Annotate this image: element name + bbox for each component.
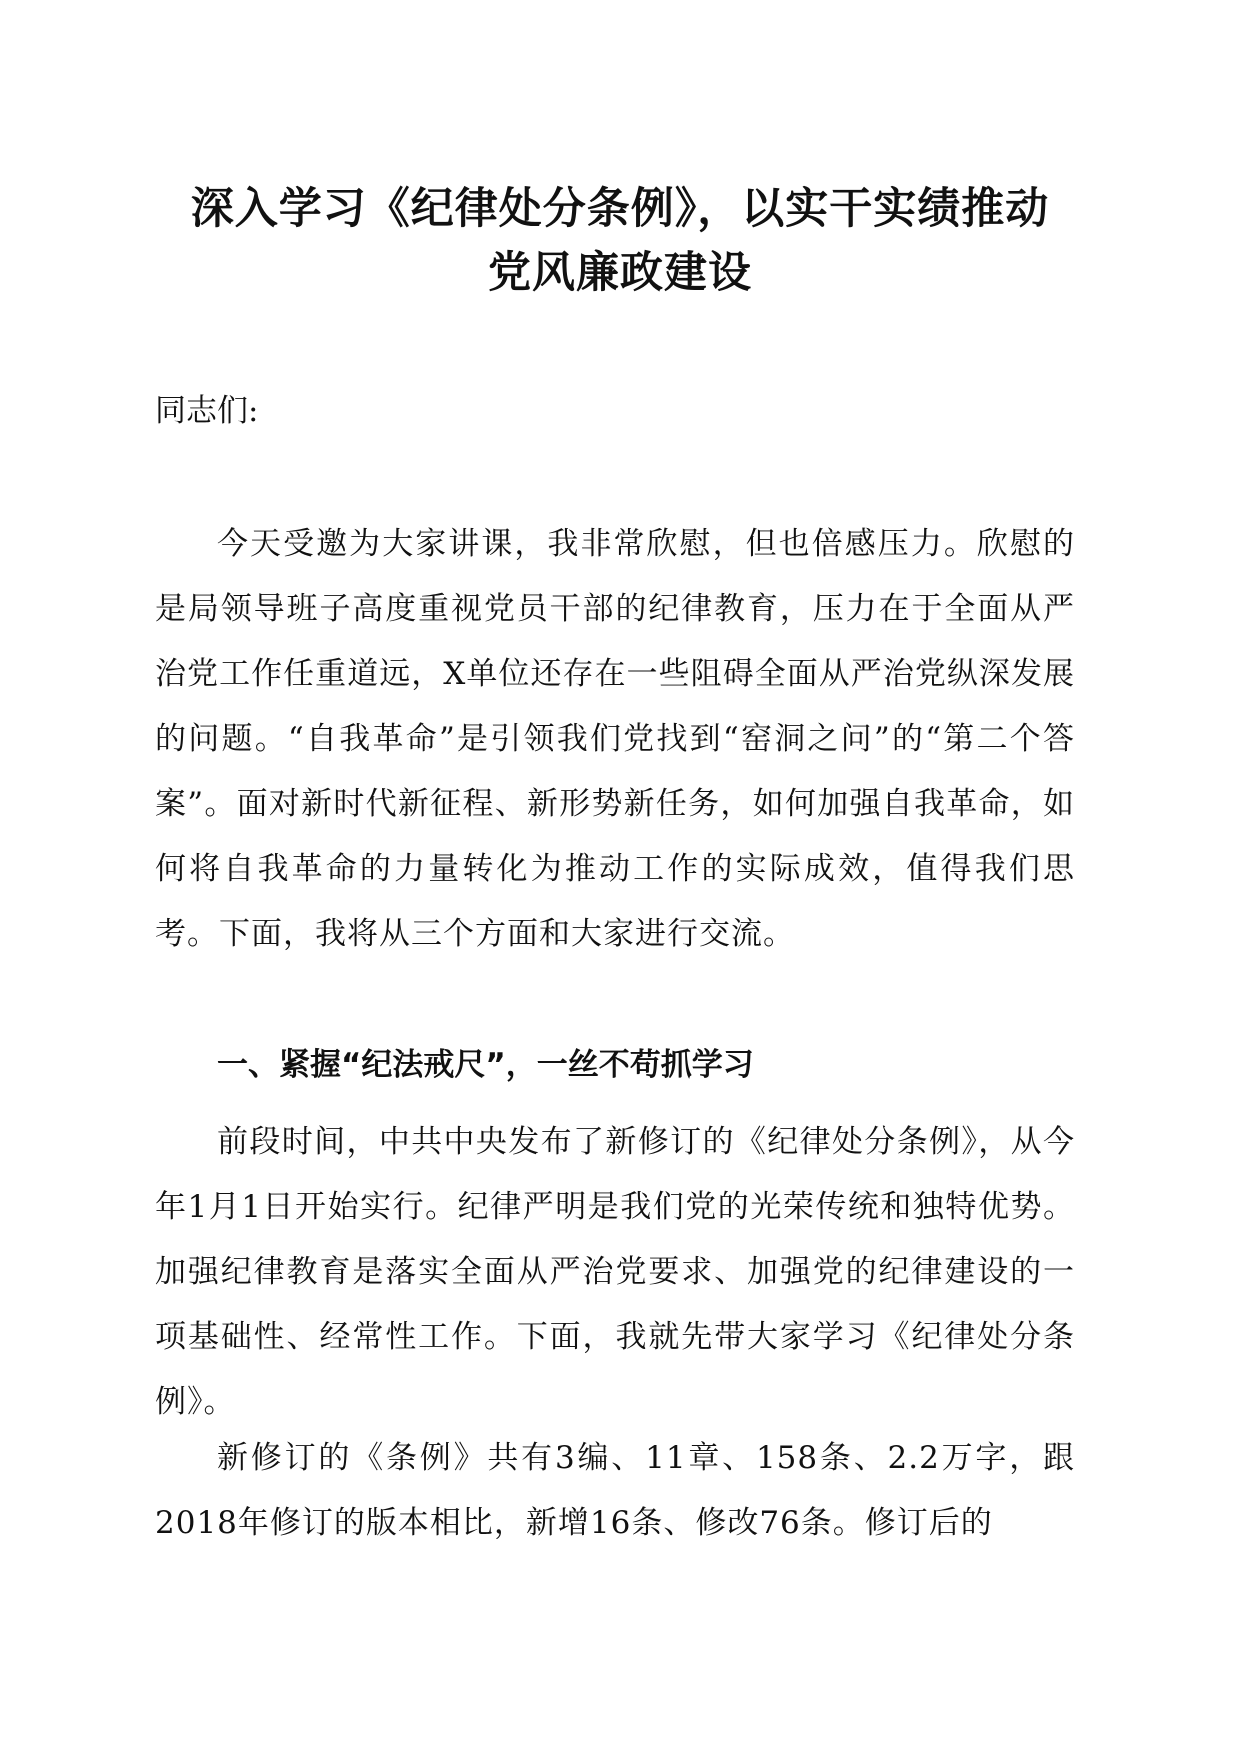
paragraph-regulation-stats: 新修订的《条例》共有3编、11章、158条、2.2万字，跟2018年修订的版本相比，新增16条、修改76条。修订后的 <box>155 1440 1075 1541</box>
paragraph-study: 前段时间，中共中央发布了新修订的《纪律处分条例》，从今年1月1日开始实行。纪律严明是我们党的光荣传统和独特优势。加强纪律教育是落实全面从严治党要求、加强党的纪律建设的一项基础性、经常性工作。下面，我就先带大家学习《纪律处分条例》。 <box>155 1124 1075 1420</box>
document-title-line-2: 党风廉政建设 <box>488 248 752 298</box>
document-title-line-1: 深入学习《纪律处分条例》，以实干实绩推动 <box>190 184 1050 234</box>
section-heading-1: 一、紧握“纪法戒尺”，一丝不苟抓学习 <box>217 1047 754 1083</box>
salutation: 同志们: <box>155 393 259 429</box>
paragraph-intro: 今天受邀为大家讲课，我非常欣慰，但也倍感压力。欣慰的是局领导班子高度重视党员干部的纪律教育，压力在于全面从严治党工作任重道远，X单位还存在一些阻碍全面从严治党纵深发展的问题。“自我革命”是引领我们党找到“窑洞之问”的“第二个答案”。面对新时代新征程、新形势新任务，如何加强自我革命，如何将自我革命的力量转化为推动工作的实际成效，值得我们思考。下面，我将从三个方面和大家进行交流。 <box>155 526 1075 952</box>
